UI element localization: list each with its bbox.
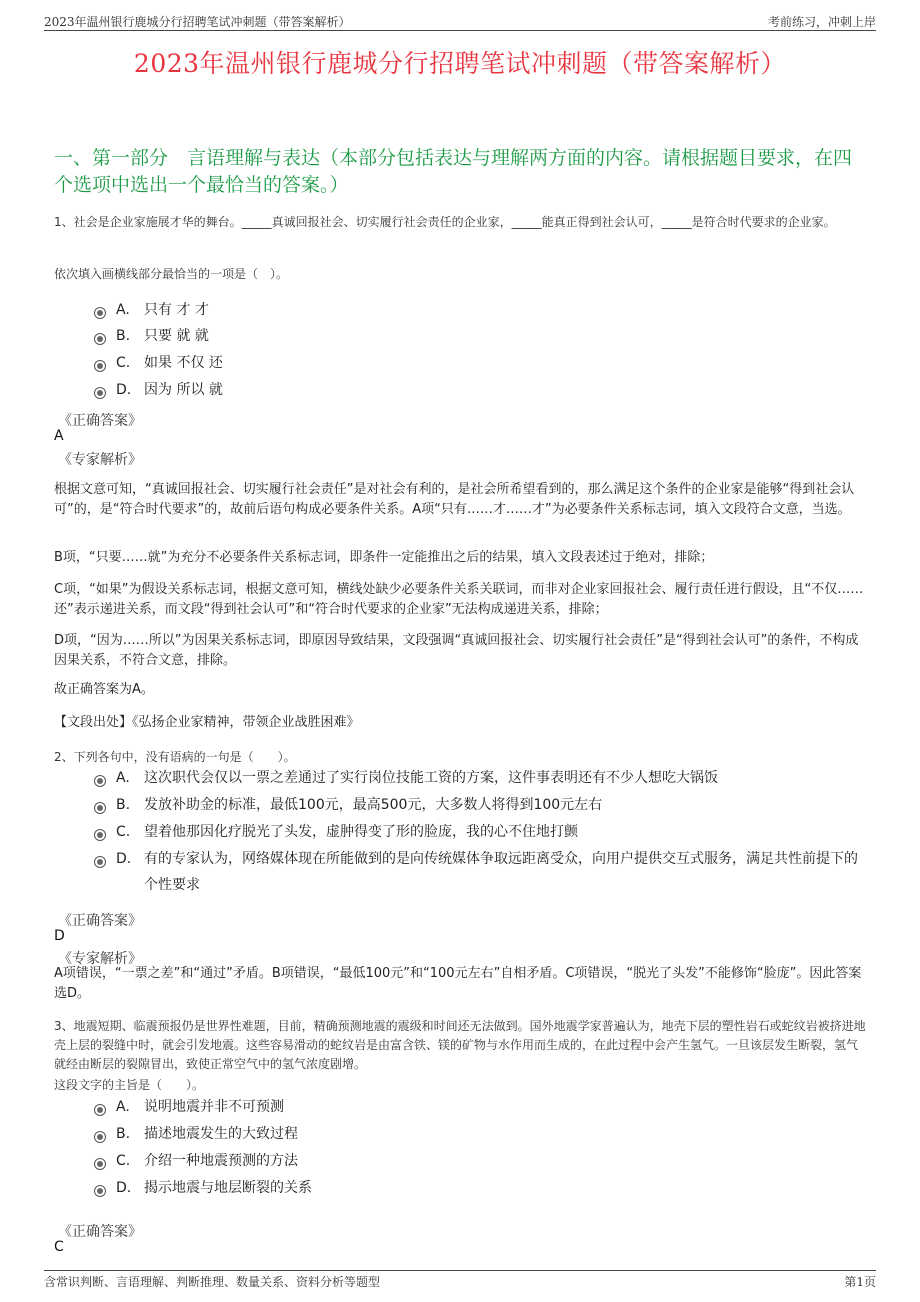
question-1-prompt: 依次填入画横线部分最恰当的一项是（ ）。 [54,267,289,281]
q2-answer-label: 《正确答案》 [58,913,142,929]
option-text: 只有 才 才 [144,302,209,318]
q1-analysis-para-3: C项，“如果”为假设关系标志词，根据文意可知，横线处缺少必要条件关系关联词，而非对企业家回报社会、履行责任进行假设，且“不仅……还”表示递进关系，而文段“得到社会认可”和“符合时代要求的企业家”无法构成递进关系，排除； [54,582,864,617]
q3-option-a[interactable] [92,1094,862,1120]
header-left-text: 2023年温州银行鹿城分行招聘笔试冲刺题（带答案解析） [44,15,351,29]
q3-answer-label: 《正确答案》 [58,1224,142,1240]
radio-icon[interactable] [94,856,106,868]
radio-icon[interactable] [94,802,106,814]
option-text: 介绍一种地震预测的方法 [144,1153,298,1169]
option-text: 说明地震并非不可预测 [144,1099,284,1115]
option-letter: A. [116,302,130,318]
option-letter: D. [116,382,132,398]
option-letter: C. [116,1153,131,1169]
q1-analysis-para-2: B项，“只要……就”为充分不必要条件关系标志词，即条件一定能推出之后的结果，填入文段表述过于绝对，排除； [54,550,714,565]
section-heading: 一、第一部分 言语理解与表达（本部分包括表达与理解两方面的内容。请根据题目要求，在四个选项中选出一个最恰当的答案。） [54,147,853,196]
q3-option-b[interactable] [92,1121,862,1147]
q2-option-d[interactable] [92,846,862,898]
option-text: 这次职代会仅以一票之差通过了实行岗位技能工资的方案，这件事表明还有不少人想吃大锅饭 [144,770,718,786]
radio-icon[interactable] [94,307,106,319]
radio-icon[interactable] [94,333,106,345]
question-2-stem: 2、下列各句中，没有语病的一句是（ ）。 [54,750,296,764]
q1-option-d[interactable] [92,377,862,403]
option-text: 发放补助金的标准，最低100元，最高500元，大多数人将得到100元左右 [144,797,603,813]
radio-icon[interactable] [94,1131,106,1143]
option-letter: B. [116,1126,131,1142]
option-text: 描述地震发生的大致过程 [144,1126,298,1142]
radio-icon[interactable] [94,1104,106,1116]
option-letter: A. [116,770,130,786]
q1-analysis-label: 《专家解析》 [58,452,142,468]
option-letter: B. [116,797,131,813]
option-letter: C. [116,355,131,371]
option-text: 只要 就 就 [144,328,209,344]
option-text: 有的专家认为，网络媒体现在所能做到的是向传统媒体争取远距离受众，向用户提供交互式服务，满足共性前提下的个性要求 [144,851,858,893]
q1-option-b[interactable] [92,323,862,349]
q3-option-c[interactable] [92,1148,862,1174]
q3-option-d[interactable] [92,1175,862,1201]
document-title: 2023年温州银行鹿城分行招聘笔试冲刺题（带答案解析） [133,49,787,78]
q1-analysis-para-5: 故正确答案为A。 [54,682,154,697]
q3-answer-value: C [54,1239,64,1255]
page-footer [44,1270,876,1293]
header-right-text: 考前练习，冲刺上岸 [767,15,876,29]
radio-icon[interactable] [94,1185,106,1197]
radio-icon[interactable] [94,829,106,841]
option-text: 如果 不仅 还 [144,355,223,371]
page-number: 第1页 [844,1275,876,1289]
option-letter: B. [116,328,131,344]
q2-analysis-text: A项错误，“一票之差”和“通过”矛盾。B项错误，“最低100元”和“100元左右”自相矛盾。C项错误，“脱光了头发”不能修饰“脸庞”。因此答案选D。 [54,966,862,1001]
q1-analysis-para-4: D项，“因为……所以”为因果关系标志词，即原因导致结果，文段强调“真诚回报社会、切实履行社会责任”是“得到社会认可”的条件，不构成因果关系，不符合文意，排除。 [54,633,859,668]
q2-option-c[interactable] [92,819,862,845]
q1-analysis-para-1: 根据文意可知，“真诚回报社会、切实履行社会责任”是对社会有利的，是社会所希望看到的，那么满足这个条件的企业家是能够“得到社会认可”的，是“符合时代要求”的，故前后语句构成必要条件关系。A项“只有……才……才”为必要条件关系标志词，填入文段符合文意，当选。 [54,482,855,517]
q1-answer-label: 《正确答案》 [58,413,142,429]
option-text: 因为 所以 就 [144,382,223,398]
radio-icon[interactable] [94,387,106,399]
question-1-stem: 1、社会是企业家施展才华的舞台。_____真诚回报社会、切实履行社会责任的企业家，_____能真正得到社会认可，_____是符合时代要求的企业家。 [54,215,836,229]
question-3-stem: 3、地震短期、临震预报仍是世界性难题，目前，精确预测地震的震级和时间还无法做到。国外地震学家普遍认为，地壳下层的塑性岩石或蛇纹岩被挤进地壳上层的裂缝中时，就会引发地震。这些容易滑动的蛇纹岩是由富含铁、镁的矿物与水作用而生成的，在此过程中会产生氢气。一旦该层发生断裂，氢气就经由断层的裂隙冒出，致使正常空气中的氢气浓度剧增。 [54,1019,866,1071]
q2-option-a[interactable] [92,765,862,791]
q1-source-line: 【文段出处】《弘扬企业家精神，带领企业战胜困难》 [54,715,360,730]
footer-left-text: 含常识判断、言语理解、判断推理、数量关系、资料分析等题型 [44,1275,381,1289]
option-letter: A. [116,1099,130,1115]
running-header [44,8,876,31]
option-text: 望着他那因化疗脱光了头发，虚肿得变了形的脸庞，我的心不住地打颤 [144,824,578,840]
question-3-prompt: 这段文字的主旨是（ ）。 [54,1078,205,1092]
q2-option-b[interactable] [92,792,862,818]
q1-option-a[interactable] [92,297,862,323]
radio-icon[interactable] [94,360,106,372]
q1-option-c[interactable] [92,350,862,376]
option-letter: C. [116,824,131,840]
q2-analysis-label: 《专家解析》 [58,951,142,967]
q1-answer-value: A [54,428,64,444]
option-letter: D. [116,851,132,867]
q2-answer-value: D [54,928,65,944]
option-letter: D. [116,1180,132,1196]
option-text: 揭示地震与地层断裂的关系 [144,1180,312,1196]
radio-icon[interactable] [94,775,106,787]
radio-icon[interactable] [94,1158,106,1170]
